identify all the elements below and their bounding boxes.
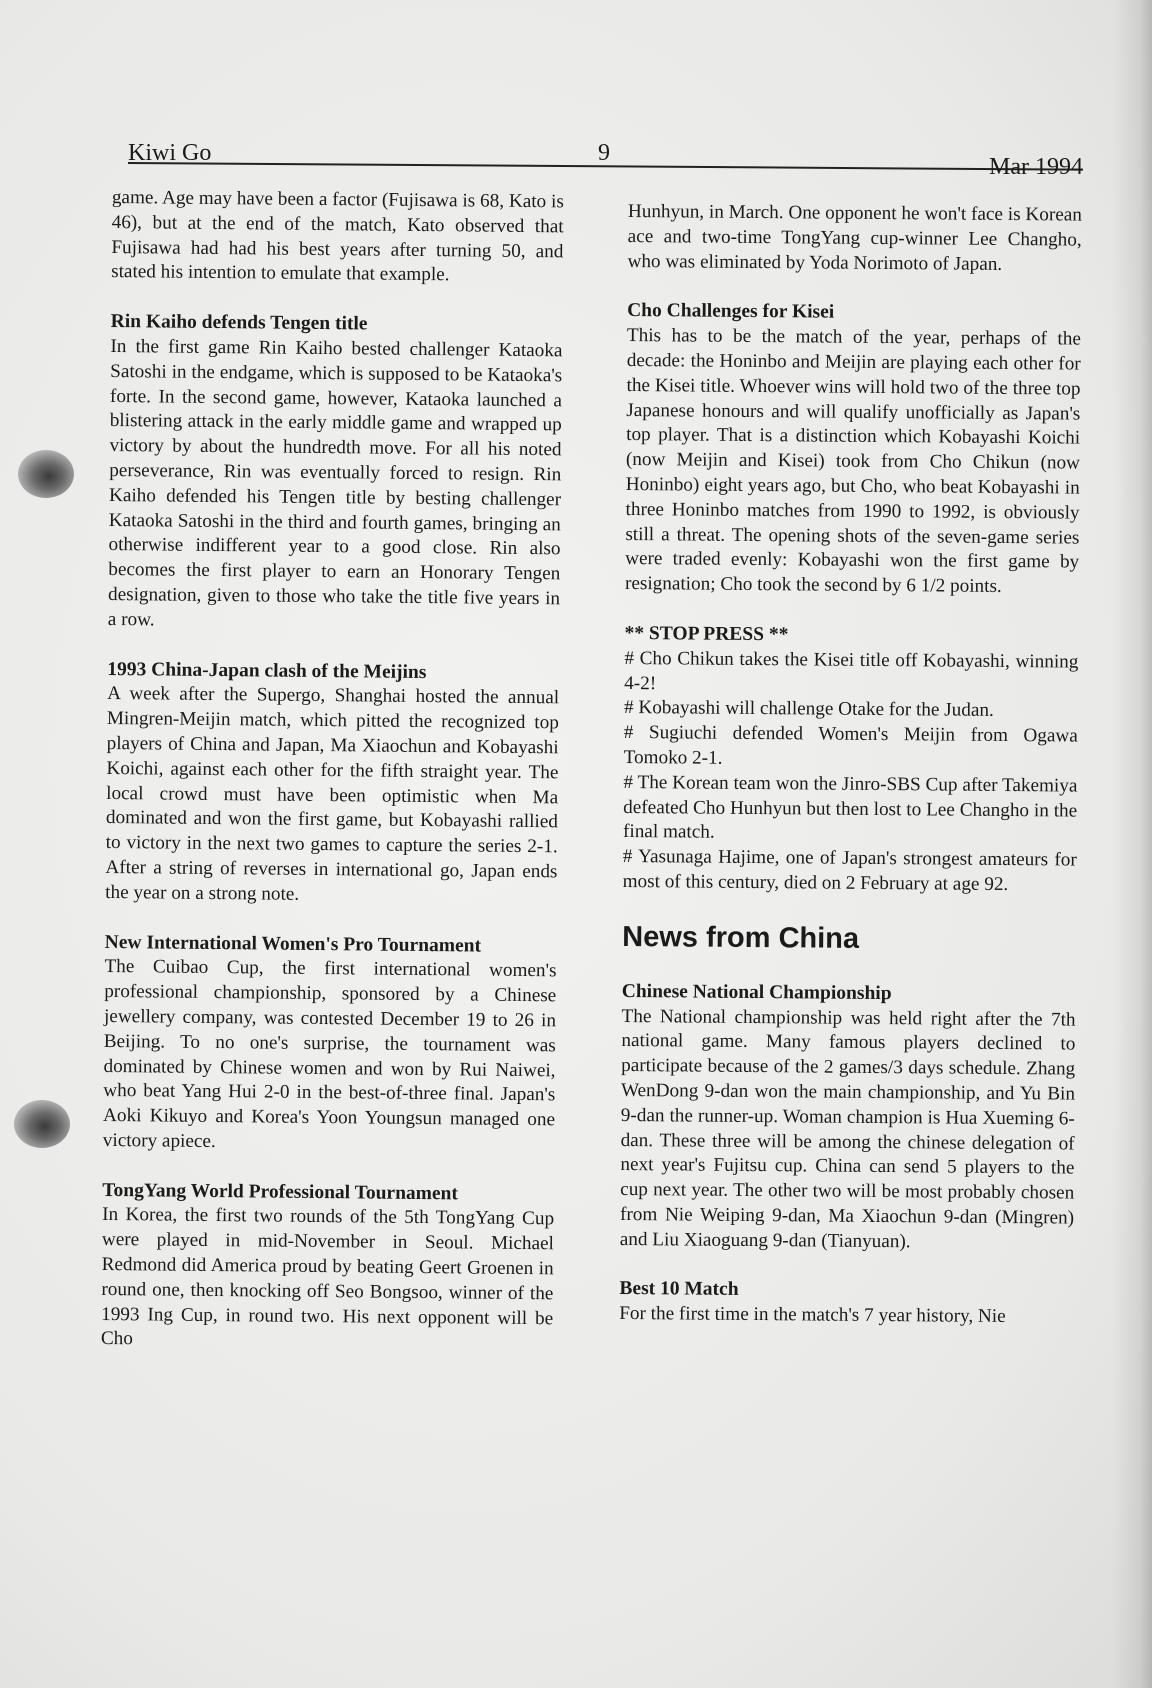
article-heading: Chinese National Championship [621,980,892,1004]
article-body: A week after the Supergo, Shanghai hosted the annual Mingren-Meijin match, which pitted the recognized top players of China and Japan, Ma Xiaochun and Kobayashi Koichi, against each other for the fifth straight year. The local crowd must have been optimistic when Ma dominated and won the first game, but Kobayashi rallied to victory in the next two games to capture the series 2-1. After a string of reverses in international go, Japan ends the year on a strong note. [105,683,560,905]
punch-hole-mark [14,1100,70,1148]
stop-press-item: # Yasunaga Hajime, one of Japan's strongest amateurs for most of this century, died on 2 February at age 92. [622,846,1077,895]
section-title: News from China [622,920,860,955]
stop-press-item: # The Korean team won the Jinro-SBS Cup after Takemiya defeated Cho Hunhyun but then lost to Lee Changho in the final match. [622,771,1078,844]
article-body: The Cuibao Cup, the first international women's professional championship, sponsored by a Chinese jewellery company, was contested December 19 to 26 in Beijing. To no one's surprise, the tournament was dominated by Chinese women and won by Rui Naiwei, who beat Yang Hui 2-0 in the best-of-three final. Japan's Aoki Kikuyo and Korea's Yoon Youngsun managed one victory apiece. [102,956,557,1152]
article-body: This has to be the match of the year, perhaps of the decade: the Honinbo and Meijin are playing each other for the Kisei title. Whoever wins will hold two of the three top Japanese honours and will qualify unofficially as Japan's top player. That is a distinction which Kobayashi Koichi (now Meijin and Kisei) took from Cho Chikun (now Honinbo) eight years ago, but Cho, who beat Kobayashi in three Honinbo matches from 1990 to 1992, is obviously still a threat. The opening shots of the seven-game series were traded evenly: Kobayashi won the first game by resignation; Cho took the second by 6 1/2 points. [624,325,1082,598]
right-column [619,200,1082,1331]
article-heading: TongYang World Professional Tournament [102,1179,459,1205]
article-heading: Best 10 Match [619,1278,739,1301]
continued-text: game. Age may have been a factor (Fujisawa is 68, Kato is 46), but at the end of the match, Kato observed that Fujisawa had had his best years after turning 50, and stated his intention to emulate that example. [111,186,564,286]
stop-press-heading: ** STOP PRESS ** [624,622,789,646]
stop-press-item: # Sugiuchi defended Women's Meijin from Ogawa Tomoko 2-1. [623,722,1078,769]
article-heading: Cho Challenges for Kisei [627,300,835,324]
continued-text: Hunhyun, in March. One opponent he won't face is Korean ace and two-time TongYang cup-winner Lee Changho, who was eliminated by Yoda Norimoto of Japan. [627,200,1082,275]
page-number: 9 [598,140,610,166]
article-heading: Rin Kaiho defends Tengen title [110,311,368,335]
issue-date: Mar 1994 [989,154,1083,180]
article-heading: New International Women's Pro Tournament [104,931,482,957]
stop-press-section [623,622,1079,898]
publication-title: Kiwi Go [128,140,212,166]
article-body: For the first time in the match's 7 year history, Nie [619,1303,1006,1328]
article-heading: 1993 China-Japan clash of the Meijins [107,658,427,683]
left-column [101,186,564,1357]
page-header [128,140,1083,184]
article-body: The National championship was held right after the 7th national game. Many famous players declined to participate because of the 2 games/3 days schedule. Zhang WenDong 9-dan won the main championship, and Yu Bin 9-dan the runner-up. Woman champion is Hua Xueming 6-dan. These three will be among the chinese delegation of next year's Fujitsu cup. China can send 5 players to the cup next year. The other two will be most probably chosen from Nie Weiping 9-dan, Ma Xiaochun 9-dan (Mingren) and Liu Xiaoguang 9-dan (Tianyuan). [619,1005,1076,1252]
punch-hole-mark [18,450,74,498]
stop-press-item: # Kobayashi will challenge Otake for the Judan. [623,697,994,722]
article-body: In Korea, the first two rounds of the 5th TongYang Cup were played in mid-November in Seoul. Michael Redmond did America proud by beating Geert Groenen in round one, then knocking off Seo Bongsoo, winner of the 1993 Ing Cup, in round two. His next opponent will be Cho [100,1204,555,1350]
stop-press-item: # Cho Chikun takes the Kisei title off Kobayashi, winning 4-2! [624,647,1079,694]
article-body: In the first game Rin Kaiho bested challenger Kataoka Satoshi in the endgame, which is supposed to be Kataoka's forte. In the second game, however, Kataoka launched a blistering attack in the early middle game and wrapped up victory by about the hundredth move. For all his noted perseverance, Rin was eventually forced to resign. Rin Kaiho defended his Tengen title by besting challenger Kataoka Satoshi in the third and fourth games, bringing an otherwise indifferent year to a good close. Rin also becomes the first player to earn an Honorary Tengen designation, given to those who take the title five years in a row. [107,335,563,631]
page-edge-shadow [1112,0,1152,1688]
